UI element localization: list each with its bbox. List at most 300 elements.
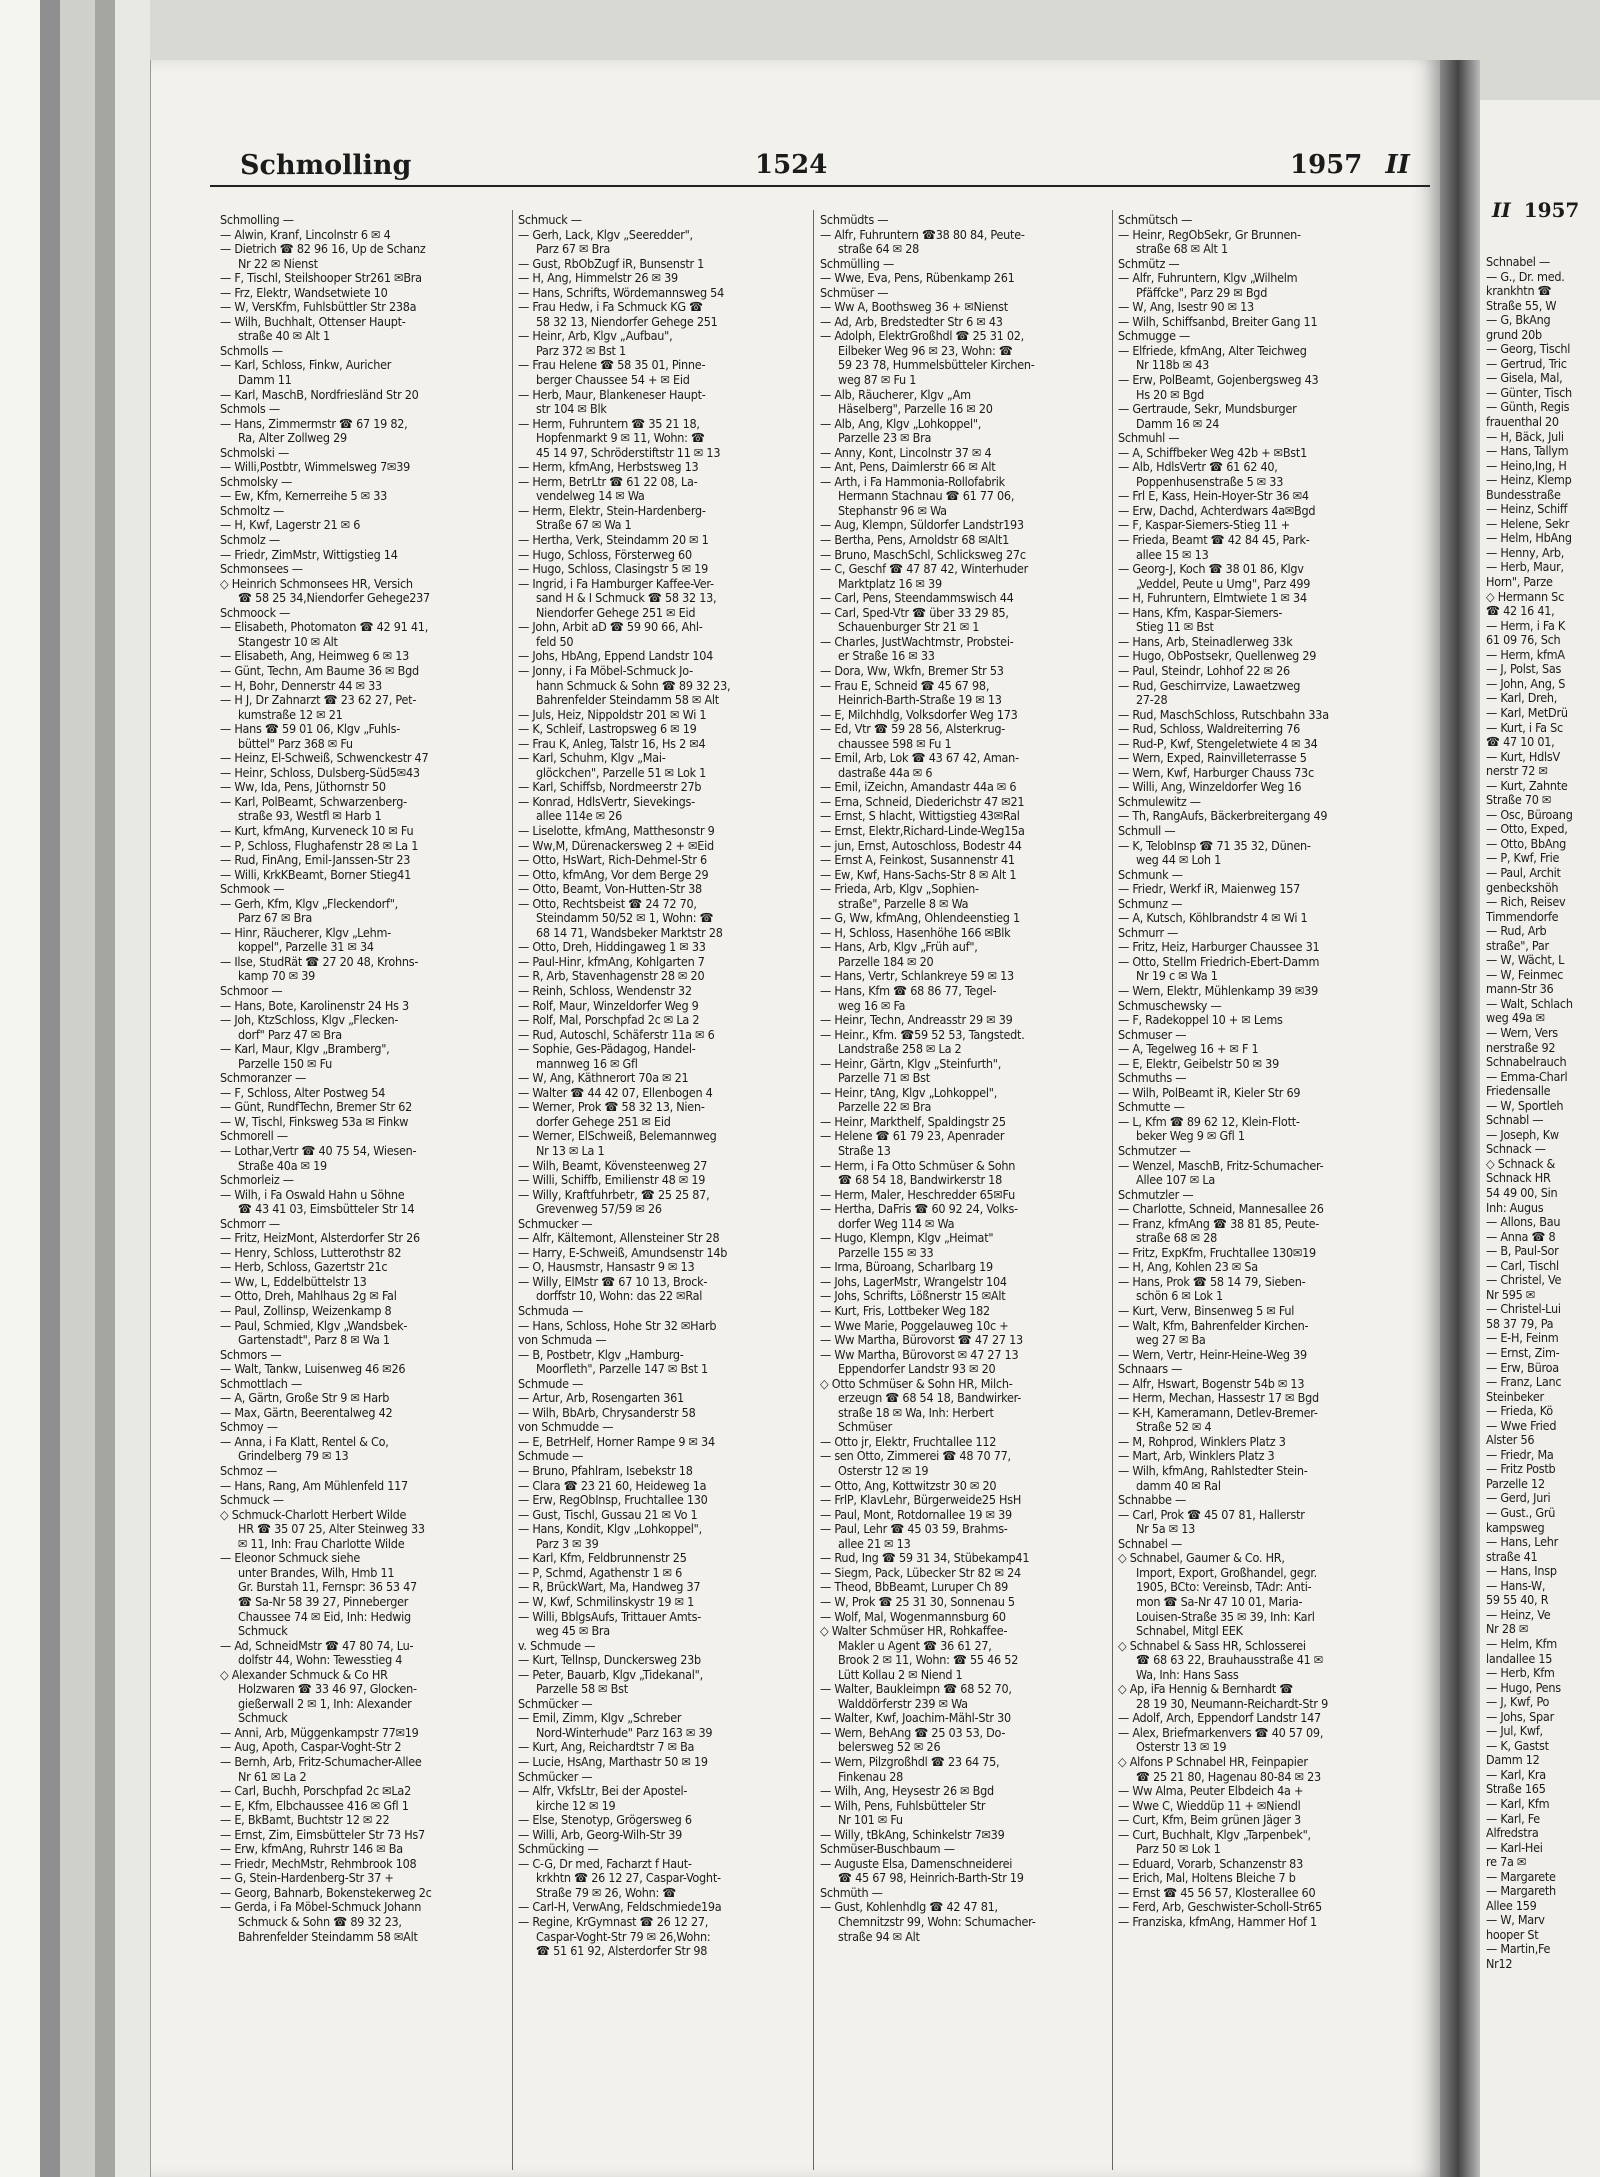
surname-heading: Schmottlach —: [220, 1375, 302, 1391]
directory-entry: — Allons, Bau: [1486, 1214, 1561, 1230]
entry-continuation: ☎ 45 67 98, Heinrich-Barth-Str 19: [838, 1870, 1024, 1886]
directory-entry: — Wilh, Pens, Fuhlsbütteler Str: [820, 1797, 986, 1813]
directory-entry: — Herm, Fuhruntern ☎ 35 21 18,: [518, 415, 700, 431]
entry-continuation: Lütt Kollau 2 ✉ Niend 1: [838, 1666, 963, 1682]
directory-entry: — Ww Martha, Bürovorst ✉ 47 27 13: [820, 1346, 1019, 1362]
entry-continuation: Schauenburger Str 21 ✉ 1: [838, 619, 980, 635]
directory-entry: — Otto, Ang, Kottwitzstr 30 ✉ 20: [820, 1477, 997, 1493]
surname-heading: Schmonsees —: [220, 561, 303, 577]
entry-continuation: Parz 3 ✉ 39: [536, 1535, 599, 1551]
directory-entry: — Paul, Schmied, Klgv „Wandsbek-: [220, 1317, 408, 1333]
directory-entry: — Karl-Hei: [1486, 1839, 1543, 1855]
directory-entry: — Joseph, Kw: [1486, 1126, 1559, 1142]
entry-continuation: Brook 2 ✉ 11, Wohn: ☎ 55 46 52: [838, 1652, 1019, 1668]
directory-entry: ◇ Ap, iFa Hennig & Bernhardt ☎: [1118, 1681, 1294, 1697]
entry-continuation: ☎ 25 21 80, Hagenau 80-84 ✉ 23: [1136, 1768, 1321, 1784]
entry-continuation: 59 23 78, Hummelsbütteler Kirchen-: [838, 357, 1035, 373]
directory-entry: — Gust, Kohlenhdlg ☎ 42 47 81,: [820, 1899, 998, 1915]
directory-entry: — Anna ☎ 8: [1486, 1228, 1556, 1244]
directory-entry: — Wilh, Ang, Heysestr 26 ✉ Bgd: [820, 1783, 994, 1799]
surname-heading: Schnabl —: [1486, 1112, 1544, 1128]
entry-continuation: weg 44 ✉ Loh 1: [1136, 852, 1221, 868]
directory-entry: — Karl, MetDrü: [1486, 704, 1568, 720]
directory-entry: — Werner, Prok ☎ 58 32 13, Nien-: [518, 1099, 705, 1115]
entry-continuation: Holzwaren ☎ 33 46 97, Glocken-: [238, 1681, 417, 1697]
entry-continuation: belersweg 52 ✉ 26: [838, 1739, 941, 1755]
surname-heading: Schmüth —: [820, 1884, 883, 1900]
directory-entry: — Gerd, Juri: [1486, 1490, 1551, 1506]
directory-entry: — Alfr, Fuhruntern, Klgv „Wilhelm: [1118, 270, 1298, 286]
directory-entry: — Hugo, Pens: [1486, 1679, 1561, 1695]
directory-entry: — Hans, Kfm, Kaspar-Siemers-: [1118, 604, 1283, 620]
directory-entry: — P, Schloss, Flughafenstr 28 ✉ La 1: [220, 837, 419, 853]
directory-entry: — Charlotte, Schneid, Mannesallee 26: [1118, 1201, 1324, 1217]
entry-continuation: ☎ 68 63 22, Brauhausstraße 41 ✉: [1136, 1652, 1324, 1668]
directory-entry: — Heinz, Ve: [1486, 1606, 1551, 1622]
directory-entry: — E, BetrHelf, Horner Rampe 9 ✉ 34: [518, 1433, 715, 1449]
directory-entry: — Willi, Schiffb, Emilienstr 48 ✉ 19: [518, 1172, 706, 1188]
directory-entry: — Willi, Arb, Georg-Wilh-Str 39: [518, 1826, 683, 1842]
directory-entry: ◇ Alfons P Schnabel HR, Feinpapier: [1118, 1753, 1308, 1769]
directory-entry: — Ad, SchneidMstr ☎ 47 80 74, Lu-: [220, 1637, 414, 1653]
directory-entry: — Wilh, PolBeamt iR, Kieler Str 69: [1118, 1084, 1301, 1100]
entry-continuation: Parzelle 184 ✉ 20: [838, 953, 934, 969]
directory-entry: — Aug, Klempn, Süldorfer Landstr193: [820, 517, 1024, 533]
directory-entry: — E, Elektr, Geibelstr 50 ✉ 39: [1118, 1055, 1279, 1071]
directory-entry: — Eduard, Vorarb, Schanzenstr 83: [1118, 1855, 1303, 1871]
surname-heading: Schmüser-Buschbaum —: [820, 1841, 955, 1857]
directory-entry: Alster 56: [1486, 1432, 1535, 1448]
directory-entry: — Wilh, Beamt, Kövensteenweg 27: [518, 1157, 708, 1173]
directory-entry: — Erw, RegObInsp, Fruchtallee 130: [518, 1492, 708, 1508]
directory-entry: — Sophie, Ges-Pädagog, Handel-: [518, 1041, 696, 1057]
directory-entry: — Fritz, HeizMont, Alsterdorfer Str 26: [220, 1230, 420, 1246]
directory-entry: — Otto, Rechtsbeist ☎ 24 72 70,: [518, 895, 697, 911]
directory-entry: — C, Geschf ☎ 47 87 42, Winterhuder: [820, 561, 1028, 577]
directory-entry: — Karl, Kfm: [1486, 1795, 1550, 1811]
directory-entry: — Willi, BblgsAufs, Trittauer Amts-: [518, 1608, 702, 1624]
directory-entry: Steinbeker: [1486, 1388, 1544, 1404]
directory-entry: — Herm, BetrLtr ☎ 61 22 08, La-: [518, 473, 698, 489]
directory-entry: — Dietrich ☎ 82 96 16, Up de Schanz: [220, 241, 426, 257]
directory-entry: — Bernh, Arb, Fritz-Schumacher-Allee: [220, 1753, 422, 1769]
directory-entry: — Konrad, HdlsVertr, Sievekings-: [518, 793, 695, 809]
header-year-volume: [1290, 150, 1410, 180]
entry-continuation: Louisen-Straße 35 ✉ 39, Inh: Karl: [1136, 1608, 1315, 1624]
directory-entry: — Theod, BbBeamt, Luruper Ch 89: [820, 1579, 1009, 1595]
entry-continuation: vendelweg 14 ✉ Wa: [536, 488, 645, 504]
entry-continuation: Straße 40a ✉ 19: [238, 1157, 327, 1173]
directory-entry: — P, Kwf, Frie: [1486, 850, 1560, 866]
directory-entry: ◇ Heinrich Schmonsees HR, Versich: [220, 575, 413, 591]
directory-entry: — Hans-W,: [1486, 1577, 1546, 1593]
directory-entry: — Otto, Stellm Friedrich-Ebert-Damm: [1118, 953, 1320, 969]
directory-entry: — Gust, RbObZugf iR, Bunsenstr 1: [518, 255, 705, 271]
directory-entry: — Herm, Elektr, Stein-Hardenberg-: [518, 502, 706, 518]
directory-entry: — Ww, L, Eddelbüttelstr 13: [220, 1273, 367, 1289]
entry-continuation: weg 16 ✉ Fa: [838, 997, 906, 1013]
directory-entry: — A, Schiffbeker Weg 42b + ✉Bst1: [1118, 444, 1307, 460]
surname-heading: Schmunz —: [1118, 895, 1183, 911]
surname-heading: Schmoock —: [220, 604, 291, 620]
directory-entry: — Ww,M, Dürenackersweg 2 + ✉Eid: [518, 837, 714, 853]
surname-heading: Schmols —: [220, 401, 280, 417]
directory-entry: — Arth, i Fa Hammonia-Rollofabrik: [820, 473, 1005, 489]
entry-continuation: 68 14 71, Wandsbeker Marktstr 28: [536, 924, 723, 940]
directory-entry: — B, Postbetr, Klgv „Hamburg-: [518, 1346, 684, 1362]
directory-entry: — Wern, Kwf, Harburger Chauss 73c: [1118, 764, 1314, 780]
entry-continuation: allee 15 ✉ 13: [1136, 546, 1209, 562]
directory-entry: — Kurt, Ang, Reichardtstr 7 ✉ Ba: [518, 1739, 695, 1755]
directory-entry: — Henny, Arb,: [1486, 544, 1565, 560]
directory-entry: — Artur, Arb, Rosengarten 361: [518, 1390, 684, 1406]
directory-entry: — E, Milchhdlg, Volksdorfer Weg 173: [820, 706, 1018, 722]
directory-entry: — Hans, Zimmermstr ☎ 67 19 82,: [220, 415, 408, 431]
directory-entry: — Erich, Mal, Holtens Bleiche 7 b: [1118, 1870, 1296, 1886]
directory-entry: — Frau E, Schneid ☎ 45 67 98,: [820, 677, 990, 693]
directory-entry: — G, Stein-Hardenberg-Str 37 +: [220, 1870, 394, 1886]
directory-entry: — Ew, Kfm, Kernerreihe 5 ✉ 33: [220, 488, 387, 504]
directory-entry: — A, Kutsch, Köhlbrandstr 4 ✉ Wi 1: [1118, 910, 1308, 926]
directory-entry: — Curt, Buchhalt, Klgv „Tarpenbek",: [1118, 1826, 1311, 1842]
directory-entry: — Hugo, Schloss, Clasingstr 5 ✉ 19: [518, 561, 708, 577]
surname-heading: Schmude —: [518, 1375, 584, 1391]
directory-entry: — Paul, Steindr, Lohhof 22 ✉ 26: [1118, 662, 1290, 678]
directory-entry: — Wern, Pilzgroßhdl ☎ 23 64 75,: [820, 1753, 1000, 1769]
directory-entry: — Hans, Tallym: [1486, 443, 1569, 459]
directory-entry: — R, Arb, Stavenhagenstr 28 ✉ 20: [518, 968, 705, 984]
entry-continuation: Import, Export, Großhandel, gegr.: [1136, 1564, 1317, 1580]
directory-entry: — Erw, PolBeamt, Gojenbergsweg 43: [1118, 372, 1319, 388]
entry-continuation: Pfäffcke", Parz 29 ✉ Bgd: [1136, 284, 1268, 300]
directory-entry: — Erna, Schneid, Diederichstr 47 ✉21: [820, 793, 1025, 809]
entry-continuation: Makler u Agent ☎ 36 61 27,: [838, 1637, 992, 1653]
directory-entry: re 7a ✉: [1486, 1854, 1527, 1870]
directory-entry: nerstr 72 ✉: [1486, 763, 1548, 779]
surname-heading: Schmull —: [1118, 822, 1176, 838]
surname-heading: von Schmuda —: [518, 1332, 607, 1348]
directory-entry: Straße 70 ✉: [1486, 792, 1552, 808]
directory-entry: — Erw, kfmAng, Ruhrstr 146 ✉ Ba: [220, 1841, 403, 1857]
directory-entry: — F, Kaspar-Siemers-Stieg 11 +: [1118, 517, 1290, 533]
directory-entry: — Frl E, Kass, Hein-Hoyer-Str 36 ✉4: [1118, 488, 1309, 504]
surname-heading: Schmorr —: [220, 1215, 280, 1231]
entry-continuation: „Veddel, Peute u Umg", Parz 499: [1136, 575, 1311, 591]
surname-heading: Schmunk —: [1118, 866, 1183, 882]
directory-entry: — Anni, Arb, Müggenkampstr 77✉19: [220, 1724, 419, 1740]
entry-continuation: Chaussee 74 ✉ Eid, Inh: Hedwig: [238, 1608, 411, 1624]
directory-entry: ☎ 42 16 41,: [1486, 603, 1555, 619]
directory-entry: — Karl, MaschB, Nordfriesländ Str 20: [220, 386, 419, 402]
directory-entry: — Paul, Mont, Rotdornallee 19 ✉ 39: [820, 1506, 1012, 1522]
directory-entry: — Heinr., Kfm. ☎59 52 53, Tangstedt.: [820, 1026, 1025, 1042]
directory-entry: — Helm, Kfm: [1486, 1635, 1557, 1651]
directory-entry: — Hertha, Verk, Steindamm 20 ✉ 1: [518, 532, 709, 548]
entry-continuation: Chemnitzstr 99, Wohn: Schumacher-: [838, 1913, 1036, 1929]
directory-entry: — Otto, Dreh, Mahlhaus 2g ✉ Fal: [220, 1288, 397, 1304]
entry-continuation: straße 94 ✉ Alt: [838, 1928, 920, 1944]
entry-continuation: dolfstr 44, Wohn: Tewesstieg 4: [238, 1652, 403, 1668]
directory-entry: — Friedr, MechMstr, Rehmbrook 108: [220, 1855, 417, 1871]
directory-entry: 61 09 76, Sch: [1486, 632, 1561, 648]
directory-entry: — Erw, Büroa: [1486, 1359, 1559, 1375]
directory-entry: — Carl, Buchh, Porschpfad 2c ✉La2: [220, 1783, 411, 1799]
entry-continuation: 45 14 97, Schröderstiftstr 11 ✉ 13: [536, 444, 721, 460]
directory-entry: — F, Radekoppel 10 + ✉ Lems: [1118, 1012, 1283, 1028]
directory-entry: — Alfr, VkfsLtr, Bei der Apostel-: [518, 1783, 688, 1799]
directory-entry: — G, BkAng: [1486, 312, 1551, 328]
directory-entry: — Wwe, Eva, Pens, Rübenkamp 261: [820, 270, 1015, 286]
entry-continuation: Straße 52 ✉ 4: [1136, 1419, 1212, 1435]
directory-entry: — Osc, Büroang: [1486, 806, 1573, 822]
surname-heading: Schnack —: [1486, 1141, 1546, 1157]
directory-entry: — Heinz, Klemp: [1486, 472, 1572, 488]
directory-entry: — Friedr, Ma: [1486, 1446, 1554, 1462]
directory-entry: straße 41: [1486, 1548, 1538, 1564]
entry-continuation: Parzelle 23 ✉ Bra: [838, 430, 932, 446]
entry-continuation: beker Weg 9 ✉ Gfl 1: [1136, 1128, 1245, 1144]
directory-entry: — Wern, Vertr, Heinr-Heine-Weg 39: [1118, 1346, 1307, 1362]
directory-entry: — H, Ang, Kohlen 23 ✉ Sa: [1118, 1259, 1258, 1275]
surname-heading: Schmütz —: [1118, 255, 1180, 271]
directory-entry: — Auguste Elsa, Damenschneiderei: [820, 1855, 1013, 1871]
entry-continuation: Grindelberg 79 ✉ 13: [238, 1448, 349, 1464]
directory-entry: — Karl, Schiffsb, Nordmeerstr 27b: [518, 779, 702, 795]
directory-entry: ◇ Otto Schmüser & Sohn HR, Milch-: [820, 1375, 1013, 1391]
directory-entry: — Paul, Zollinsp, Weizenkamp 8: [220, 1303, 392, 1319]
directory-entry: 59 55 40, R: [1486, 1592, 1549, 1608]
directory-entry: — Christel, Ve: [1486, 1272, 1562, 1288]
directory-entry: — Herb, Kfm: [1486, 1665, 1555, 1681]
directory-entry: ◇ Hermann Sc: [1486, 588, 1564, 604]
directory-entry: — Willy, ElMstr ☎ 67 10 13, Brock-: [518, 1273, 708, 1289]
entry-continuation: er Straße 16 ✉ 33: [838, 648, 935, 664]
directory-entry: — Günt, Techn, Am Baume 36 ✉ Bgd: [220, 662, 419, 678]
directory-entry: — Hinr, Räucherer, Klgv „Lehm-: [220, 924, 391, 940]
entry-continuation: Landstraße 258 ✉ La 2: [838, 1041, 962, 1057]
directory-entry: — Mart, Arb, Winklers Platz 3: [1118, 1448, 1275, 1464]
directory-entry: — Otto, Dreh, Hiddingaweg 1 ✉ 33: [518, 939, 706, 955]
directory-entry: Schnabelrauch: [1486, 1054, 1567, 1070]
entry-continuation: weg 87 ✉ Fu 1: [838, 372, 917, 388]
directory-entry: — Walt, Tankw, Luisenweg 46 ✉26: [220, 1361, 406, 1377]
directory-entry: — W, VersKfm, Fuhlsbüttler Str 238a: [220, 299, 417, 315]
entry-continuation: ☎ 58 25 34,Niendorfer Gehege237: [238, 590, 430, 606]
entry-continuation: straße 68 ✉ 28: [1136, 1230, 1218, 1246]
entry-continuation: unter Brandes, Wilh, Hmb 11: [238, 1564, 395, 1580]
directory-entry: — Martin,Fe: [1486, 1941, 1551, 1957]
surname-heading: Schmude —: [518, 1448, 584, 1464]
entry-continuation: Straße 67 ✉ Wa 1: [536, 517, 632, 533]
surname-heading: Schmors —: [220, 1346, 282, 1362]
directory-entry: 58 37 79, Pa: [1486, 1315, 1554, 1331]
directory-entry: — Dora, Ww, Wkfn, Bremer Str 53: [820, 662, 1004, 678]
directory-entry: — Ernst A, Feinkost, Susannenstr 41: [820, 852, 1015, 868]
directory-entry: — Hans ☎ 59 01 06, Klgv „Fuhls-: [220, 721, 401, 737]
directory-entry: — Ww A, Boothsweg 36 + ✉Nienst: [820, 299, 1008, 315]
directory-entry: — Kurt, kfmAng, Kurveneck 10 ✉ Fu: [220, 822, 414, 838]
entry-continuation: straße 64 ✉ 28: [838, 241, 920, 257]
directory-entry: — Alfr, Hswart, Bogenstr 54b ✉ 13: [1118, 1375, 1305, 1391]
directory-entry: — Hans, Rang, Am Mühlenfeld 117: [220, 1477, 408, 1493]
directory-entry: — K-H, Kameramann, Detlev-Bremer-: [1118, 1404, 1318, 1420]
directory-entry: — Heinz, El-Schweiß, Schwenckestr 47: [220, 750, 429, 766]
directory-entry: — Herm, kfmAng, Herbstsweg 13: [518, 459, 699, 475]
entry-continuation: sand H & I Schmuck ☎ 58 32 13,: [536, 590, 717, 606]
directory-entry: — C-G, Dr med, Facharzt f Haut-: [518, 1855, 692, 1871]
entry-continuation: allee 114e ✉ 26: [536, 808, 623, 824]
directory-entry: — E, Kfm, Elbchaussee 416 ✉ Gfl 1: [220, 1797, 409, 1813]
directory-entry: — Walter, Baukleimpn ☎ 68 52 70,: [820, 1681, 1012, 1697]
entry-continuation: hann Schmuck & Sohn ☎ 89 32 23,: [536, 677, 731, 693]
surname-heading: Schmütsch —: [1118, 213, 1193, 227]
surname-heading: Schmutzler —: [1118, 1186, 1194, 1202]
directory-entry: — Paul, Archit: [1486, 864, 1561, 880]
entry-continuation: 58 32 13, Niendorfer Gehege 251: [536, 313, 718, 329]
directory-entry: — Hugo, ObPostsekr, Quellenweg 29: [1118, 648, 1317, 664]
directory-entry: — H, Fuhruntern, Elmtwiete 1 ✉ 34: [1118, 590, 1307, 606]
directory-entry: — Frieda, Arb, Klgv „Sophien-: [820, 881, 979, 897]
directory-entry: — W, Ang, Isestr 90 ✉ 13: [1118, 299, 1254, 315]
directory-entry: — Kurt, Tellnsp, Dunckersweg 23b: [518, 1652, 701, 1668]
entry-continuation: 1905, BCto: Vereinsb, TAdr: Anti-: [1136, 1579, 1312, 1595]
directory-entry: — Carl, Tischl: [1486, 1257, 1559, 1273]
directory-entry: — Ww Alma, Peuter Elbdeich 4a +: [1118, 1783, 1304, 1799]
directory-entry: — Frau Hedw, i Fa Schmuck KG ☎: [518, 299, 703, 315]
directory-entry: — Emil, iZeichn, Amandastr 44a ✉ 6: [820, 779, 1017, 795]
directory-entry: — Th, RangAufs, Bäckerbreitergang 49: [1118, 808, 1328, 824]
directory-entry: — Carl-H, VerwAng, Feldschmiede19a: [518, 1899, 722, 1915]
directory-entry: — Rolf, Maur, Winzeldorfer Weg 9: [518, 997, 699, 1013]
entry-continuation: Nr 19 c ✉ Wa 1: [1136, 968, 1218, 984]
entry-continuation: ☎ 43 41 03, Eimsbütteler Str 14: [238, 1201, 415, 1217]
directory-entry: — Fritz Postb: [1486, 1461, 1556, 1477]
directory-column-3: [820, 213, 1108, 2168]
directory-entry: — Ernst, Elektr,Richard-Linde-Weg15a: [820, 822, 1025, 838]
entry-continuation: ☎ 68 54 18, Bandwirkerstr 18: [838, 1172, 1002, 1188]
entry-continuation: ✉ 11, Inh: Frau Charlotte Wilde: [238, 1535, 405, 1551]
surname-heading: Schmucker —: [518, 1215, 593, 1231]
directory-entry: — Walt, Kfm, Bahrenfelder Kirchen-: [1118, 1317, 1309, 1333]
entry-continuation: straße 68 ✉ Alt 1: [1136, 241, 1228, 257]
directory-entry: — Liselotte, kfmAng, Matthesonstr 9: [518, 822, 715, 838]
directory-entry: — Juls, Heiz, Nippoldstr 201 ✉ Wi 1: [518, 706, 707, 722]
surname-heading: Schnabel —: [1118, 1535, 1182, 1551]
entry-continuation: Ra, Alter Zollweg 29: [238, 430, 347, 446]
directory-entry: — Friedr, Werkf iR, Maienweg 157: [1118, 881, 1301, 897]
directory-entry: — Jonny, i Fa Möbel-Schmuck Jo-: [518, 662, 693, 678]
entry-continuation: Parz 67 ✉ Bra: [238, 910, 313, 926]
entry-continuation: Damm 16 ✉ 24: [1136, 415, 1220, 431]
book-gutter: [1440, 60, 1480, 2177]
entry-continuation: HR ☎ 35 07 25, Alter Steinweg 33: [238, 1521, 425, 1537]
page-number: 1524: [755, 150, 828, 180]
directory-entry: — W, Kwf, Schmilinskystr 19 ✉ 1: [518, 1593, 694, 1609]
entry-continuation: Osterstr 12 ✉ 19: [838, 1463, 929, 1479]
surname-heading: Schmüdts —: [820, 213, 889, 227]
entry-continuation: kirche 12 ✉ 19: [536, 1797, 616, 1813]
directory-entry: — Gerh, Kfm, Klgv „Fleckendorf",: [220, 895, 398, 911]
entry-continuation: feld 50: [536, 633, 574, 649]
directory-entry: — Hans, Insp: [1486, 1563, 1557, 1579]
directory-entry: — H, Bohr, Dennerstr 44 ✉ 33: [220, 677, 382, 693]
entry-continuation: Bahrenfelder Steindamm 58 ✉Alt: [238, 1928, 418, 1944]
surname-heading: Schmuck —: [518, 213, 582, 227]
directory-entry: — Hugo, Klempn, Klgv „Heimat": [820, 1230, 994, 1246]
directory-entry: — Kurt, Verw, Binsenweg 5 ✉ Ful: [1118, 1303, 1295, 1319]
directory-entry: — O, Hausmstr, Hansastr 9 ✉ 13: [518, 1259, 695, 1275]
surname-heading: Schmuhl —: [1118, 430, 1180, 446]
directory-entry: — Friedr, ZimMstr, Wittigstieg 14: [220, 546, 398, 562]
directory-entry: — Hans, Kfm ☎ 68 86 77, Tegel-: [820, 982, 997, 998]
surname-heading: Schmuths —: [1118, 1070, 1187, 1086]
directory-entry: — jun, Ernst, Autoschloss, Bodestr 44: [820, 837, 1022, 853]
entry-continuation: Finkenau 28: [838, 1768, 904, 1784]
directory-entry: — W, Tischl, Finksweg 53a ✉ Finkw: [220, 1113, 409, 1129]
directory-entry: — Walt, Schlach: [1486, 995, 1573, 1011]
directory-entry: — Otto jr, Elektr, Fruchtallee 112: [820, 1433, 997, 1449]
entry-continuation: weg 45 ✉ Bra: [536, 1623, 610, 1639]
directory-entry: — Adolph, ElektrGroßhdl ☎ 25 31 02,: [820, 328, 1024, 344]
directory-entry: — J, Polst, Sas: [1486, 661, 1562, 677]
directory-entry: nerstraße 92: [1486, 1039, 1556, 1055]
directory-entry: — Adolf, Arch, Eppendorf Landstr 147: [1118, 1710, 1321, 1726]
surname-heading: Schmücker —: [518, 1768, 593, 1784]
directory-entry: — Gerda, i Fa Möbel-Schmuck Johann: [220, 1899, 422, 1915]
directory-entry: — Helm, HbAng: [1486, 530, 1572, 546]
directory-entry: — Eleonor Schmuck siehe: [220, 1550, 361, 1566]
directory-entry: — Margarete: [1486, 1868, 1556, 1884]
surname-heading: Schmurr —: [1118, 924, 1179, 940]
entry-continuation: straße 40 ✉ Alt 1: [238, 328, 330, 344]
entry-continuation: Grevenweg 57/59 ✉ 26: [536, 1201, 662, 1217]
directory-column-1: [220, 213, 508, 2168]
surname-heading: Schmüser —: [820, 284, 889, 300]
directory-entry: kampsweg: [1486, 1519, 1545, 1535]
entry-continuation: Schmuck: [238, 1710, 288, 1726]
directory-entry: landallee 15: [1486, 1650, 1553, 1666]
surname-heading: Schmülling —: [820, 255, 895, 271]
directory-entry: — Willi, KrkKBeamt, Borner Stieg41: [220, 866, 411, 882]
directory-entry: — J, Kwf, Po: [1486, 1694, 1550, 1710]
directory-entry: — Charles, JustWachtmstr, Probstei-: [820, 633, 1014, 649]
entry-continuation: Nr 61 ✉ La 2: [238, 1768, 307, 1784]
directory-entry: — Herb, Schloss, Gazertstr 21c: [220, 1259, 388, 1275]
directory-entry: — Karl, Schloss, Finkw, Auricher: [220, 357, 392, 373]
entry-continuation: Hs 20 ✉ Bgd: [1136, 386, 1205, 402]
directory-entry: — Henry, Schloss, Lutterothstr 82: [220, 1244, 402, 1260]
directory-entry: — Karl, PolBeamt, Schwarzenberg-: [220, 793, 407, 809]
entry-continuation: Häselberg", Parzelle 16 ✉ 20: [838, 401, 993, 417]
entry-continuation: 27-28: [1136, 692, 1168, 708]
directory-entry: Allee 159: [1486, 1897, 1537, 1913]
directory-entry: — Emma-Charl: [1486, 1068, 1568, 1084]
directory-entry: — Wilh, Schiffsanbd, Breiter Gang 11: [1118, 313, 1318, 329]
surname-heading: Schnabel —: [1486, 255, 1550, 269]
directory-entry: — Heinr, tAng, Klgv „Lohkoppel",: [820, 1084, 998, 1100]
facing-header-year: 1957: [1523, 198, 1580, 222]
directory-entry: — Willi, Ang, Winzeldorfer Weg 16: [1118, 779, 1302, 795]
directory-entry: — Rud-P, Kwf, Stengeletwiete 4 ✉ 34: [1118, 735, 1318, 751]
entry-continuation: Gr. Burstah 11, Fernspr: 36 53 47: [238, 1579, 417, 1595]
entry-continuation: Allee 107 ✉ La: [1136, 1172, 1216, 1188]
directory-entry: Nr 28 ✉: [1486, 1621, 1529, 1637]
directory-entry: — Ad, Arb, Bredstedter Str 6 ✉ 43: [820, 313, 1003, 329]
directory-entry: — Wern, Vers: [1486, 1024, 1558, 1040]
directory-entry: — Reinh, Schloss, Wendenstr 32: [518, 982, 692, 998]
surname-heading: von Schmudde —: [518, 1419, 614, 1435]
directory-entry: — Otto, HsWart, Rich-Dehmel-Str 6: [518, 852, 707, 868]
